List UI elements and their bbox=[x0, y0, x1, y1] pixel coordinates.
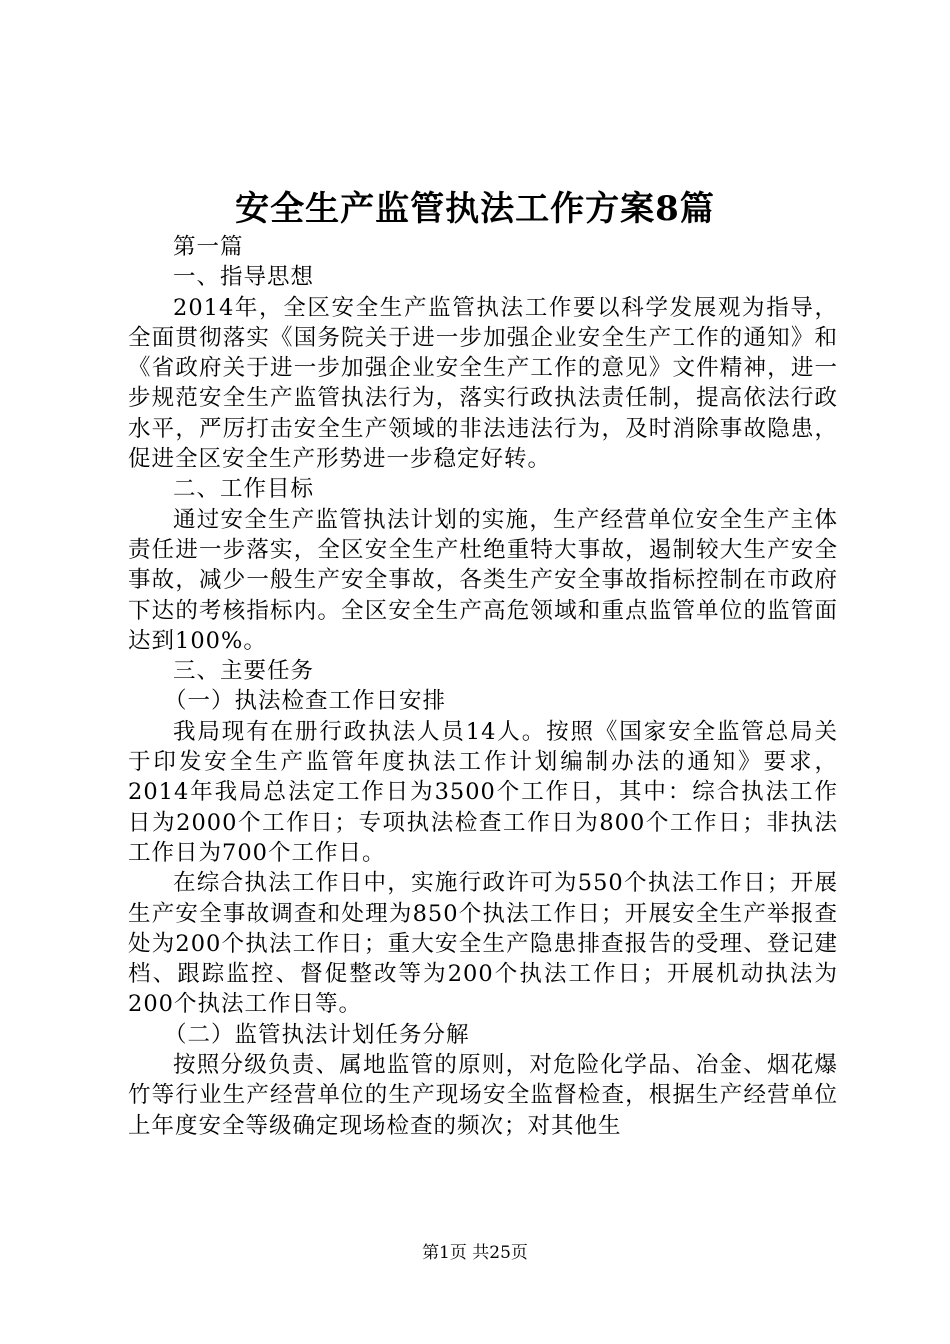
section-label: 第一篇 bbox=[173, 234, 244, 260]
paragraph-work-goals: 通过安全生产监管执法计划的实施，生产经营单位安全生产主体责任进一步落实，全区安全生产杜绝重特大事故，遏制较大生产安全事故，减少一般生产安全事故，各类生产安全事故指标控制在市政府下达的考核指标内。全区安全生产高危领域和重点监管单位的监管面达到100%。 bbox=[128, 506, 838, 654]
page-number-footer: 第1页 共25页 bbox=[422, 1243, 528, 1263]
paragraph-task-breakdown: 按照分级负责、属地监管的原则，对危险化学品、冶金、烟花爆竹等行业生产经营单位的生产现场安全监督检查，根据生产经营单位上年度安全等级确定现场检查的频次；对其他生 bbox=[128, 1052, 838, 1139]
heading-work-goals: 二、工作目标 bbox=[173, 476, 315, 503]
paragraph-comprehensive-days: 在综合执法工作日中，实施行政许可为550个执法工作日；开展生产安全事故调查和处理为850个执法工作日；开展安全生产举报查处为200个执法工作日；重大安全生产隐患排查报告的受理、登记建档、跟踪监控、督促整改等为200个执法工作日；开展机动执法为200个执法工作日等。 bbox=[128, 870, 838, 1018]
subheading-task-breakdown: （二）监管执法计划任务分解 bbox=[164, 1021, 470, 1048]
subheading-inspection-days: （一）执法检查工作日安排 bbox=[164, 688, 447, 715]
document-title: 安全生产监管执法工作方案8篇 bbox=[235, 189, 715, 229]
paragraph-guiding-ideology: 2014年，全区安全生产监管执法工作要以科学发展观为指导，全面贯彻落实《国务院关于进一步加强企业安全生产工作的通知》和《省政府关于进一步加强企业安全生产工作的意见》文件精神，进一步规范安全生产监管执法行为，落实行政执法责任制，提高依法行政水平，严厉打击安全生产领域的非法违法行为，及时消除事故隐患，促进全区安全生产形势进一步稳定好转。 bbox=[128, 294, 838, 473]
document-body bbox=[128, 232, 838, 1141]
paragraph-inspection-days: 我局现有在册行政执法人员14人。按照《国家安全监管总局关于印发安全生产监管年度执法工作计划编制办法的通知》要求，2014年我局总法定工作日为3500个工作日，其中：综合执法工作日为2000个工作日；专项执法检查工作日为800个工作日；非执法工作日为700个工作日。 bbox=[128, 718, 838, 866]
heading-main-tasks: 三、主要任务 bbox=[173, 658, 315, 685]
heading-guiding-ideology: 一、指导思想 bbox=[173, 264, 315, 291]
